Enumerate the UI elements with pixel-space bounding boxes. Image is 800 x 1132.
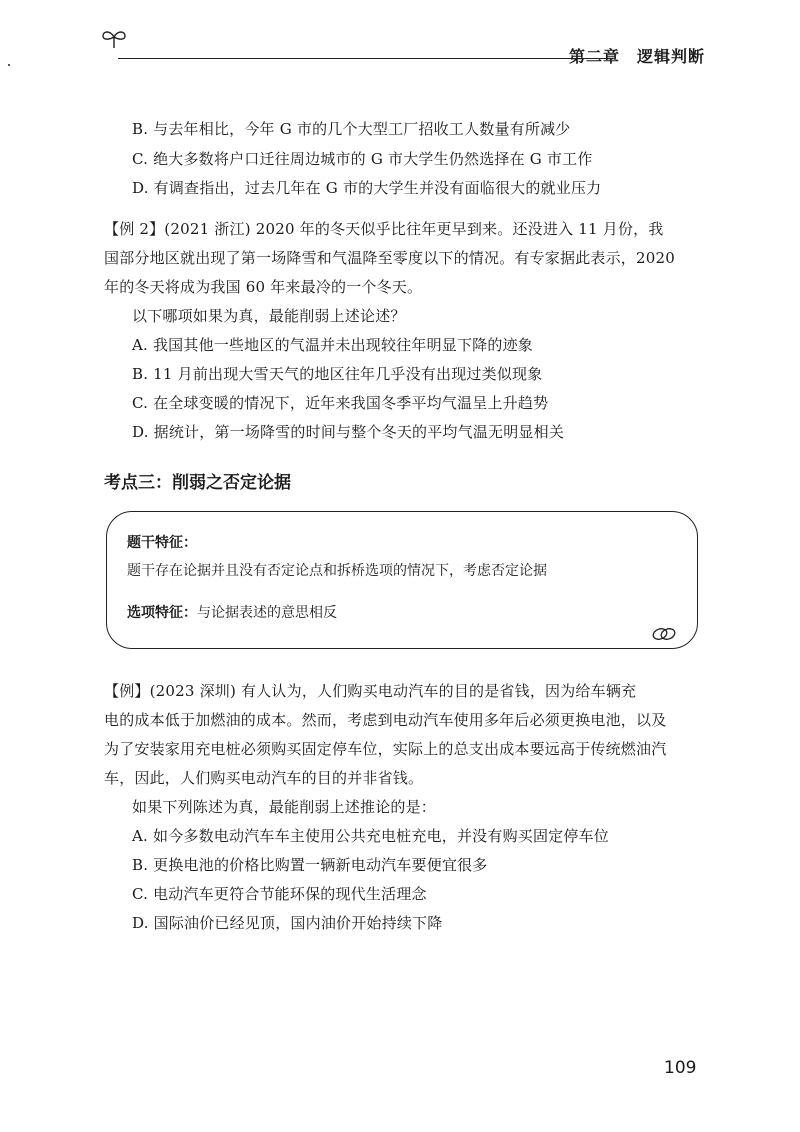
example3-option-a: A. 如今多数电动汽车车主使用公共充电桩充电，并没有购买固定停车位 bbox=[132, 827, 609, 845]
running-header bbox=[100, 28, 705, 68]
chapter-title: 第二章 逻辑判断 bbox=[568, 47, 705, 66]
example3-line-2: 电的成本低于加燃油的成本。然而，考虑到电动汽车使用多年后必须更换电池，以及 bbox=[104, 711, 667, 729]
sprout-icon bbox=[100, 28, 128, 50]
page-number: 109 bbox=[664, 1058, 697, 1078]
header-rule bbox=[118, 58, 613, 59]
example2-line-3: 年的冬天将成为我国 60 年来最冷的一个冬天。 bbox=[104, 278, 423, 296]
example2-option-c: C. 在全球变暖的情况下，近年来我国冬季平均气温呈上升趋势 bbox=[132, 394, 549, 412]
example2-option-d: D. 据统计，第一场降雪的时间与整个冬天的平均气温无明显相关 bbox=[132, 423, 565, 441]
section-heading: 考点三：削弱之否定论据 bbox=[104, 473, 291, 493]
example2-option-a: A. 我国其他一些地区的气温并未出现较往年明显下降的迹象 bbox=[132, 336, 533, 354]
option-d-prev: D. 有调查指出，过去几年在 G 市的大学生并没有面临很大的就业压力 bbox=[132, 179, 602, 197]
example2-option-b: B. 11 月前出现大雪天气的地区往年几乎没有出现过类似现象 bbox=[132, 365, 543, 383]
example3-line-1: 【例】(2023 深圳) 有人认为，人们购买电动汽车的目的是省钱，因为给车辆充 bbox=[104, 682, 637, 700]
example3-option-b: B. 更换电池的价格比购置一辆新电动汽车要便宜很多 bbox=[132, 856, 488, 874]
option-feature: 选项特征：与论据表述的意思相反 bbox=[127, 605, 337, 621]
stem-text: 题干存在论据并且没有否定论点和拆桥选项的情况下，考虑否定论据 bbox=[127, 563, 547, 579]
option-c-prev: C. 绝大多数将户口迁往周边城市的 G 市大学生仍然选择在 G 市工作 bbox=[132, 150, 593, 168]
example3-line-4: 车，因此，人们购买电动汽车的目的并非省钱。 bbox=[104, 769, 424, 787]
example2-line-1: 【例 2】(2021 浙江) 2020 年的冬天似乎比往年更早到来。还没进入 11 月份，我 bbox=[104, 220, 664, 238]
example2-line-2: 国部分地区就出现了第一场降雪和气温降至零度以下的情况。有专家据此表示，2020 bbox=[104, 249, 675, 267]
example3-line-3: 为了安装家用充电桩必须购买固定停车位，实际上的总支出成本要远高于传统燃油汽 bbox=[104, 740, 667, 758]
example3-question: 如果下列陈述为真，最能削弱上述推论的是： bbox=[132, 798, 437, 816]
leaf-ornament-icon bbox=[651, 626, 677, 642]
stem-label: 题干特征： bbox=[127, 535, 197, 551]
example3-option-c: C. 电动汽车更符合节能环保的现代生活理念 bbox=[132, 885, 427, 903]
example3-option-d: D. 国际油价已经见顶，国内油价开始持续下降 bbox=[132, 914, 443, 932]
example2-question: 以下哪项如果为真，最能削弱上述论述？ bbox=[132, 307, 406, 325]
option-b-prev: B. 与去年相比，今年 G 市的几个大型工厂招收工人数量有所减少 bbox=[132, 120, 571, 138]
tip-box bbox=[106, 511, 698, 649]
scan-speck bbox=[8, 64, 10, 66]
